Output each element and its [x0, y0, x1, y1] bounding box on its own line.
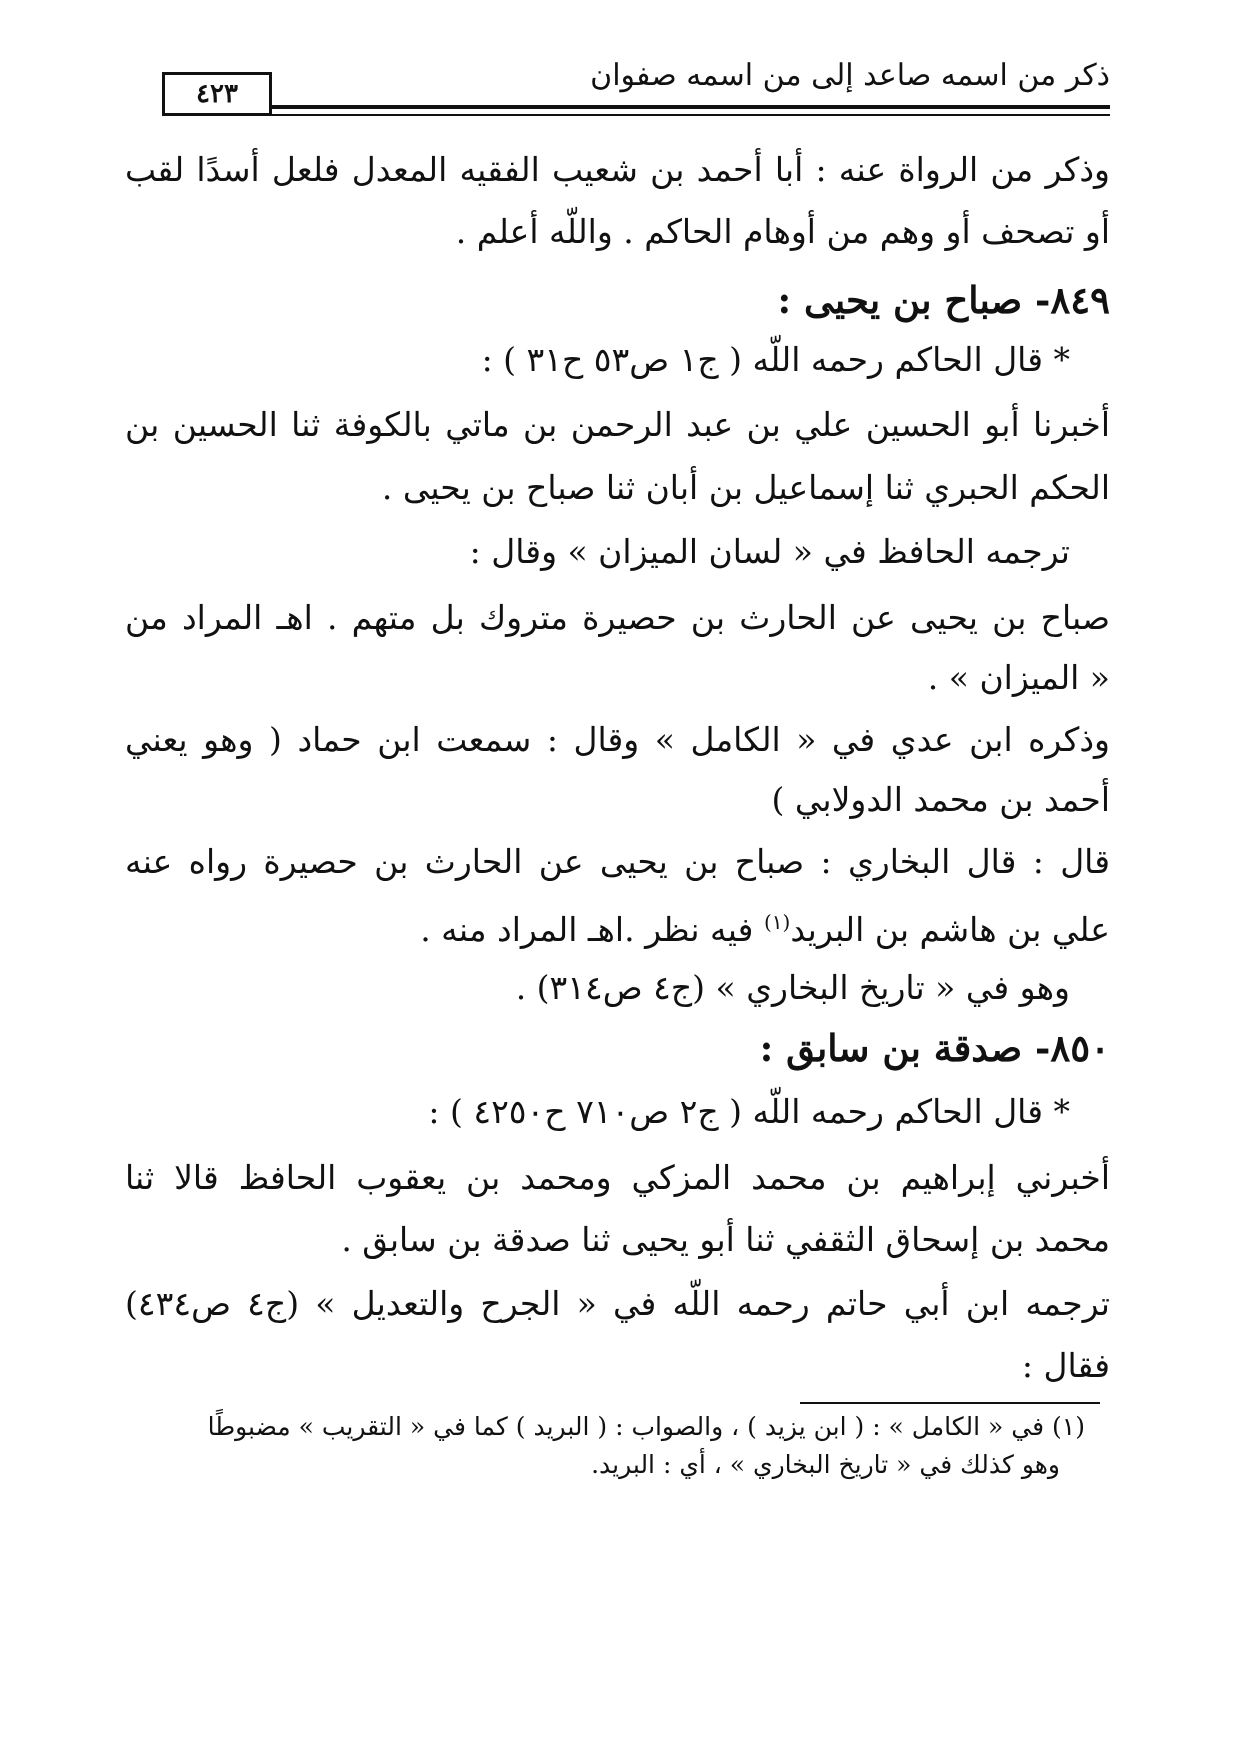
- text-line: ترجمه الحافظ في « لسان الميزان » وقال :: [469, 532, 1070, 571]
- text-segment: علي بن هاشم بن البريد: [790, 910, 1110, 949]
- citation-line: * قال الحاكم رحمه اللّه ( ج٢ ص٧١٠ ح٤٢٥٠ ) :: [428, 1092, 1070, 1131]
- page-number: ٤٢٣: [162, 72, 272, 116]
- text-line: محمد بن إسحاق الثقفي ثنا أبو يحيى ثنا صدقة بن سابق .: [341, 1220, 1110, 1259]
- header-rule-thin: [272, 114, 1110, 116]
- page-header: [150, 58, 1110, 138]
- text-line: وذكره ابن عدي في « الكامل » وقال : سمعت ابن حماد ( وهو يعني: [125, 720, 1110, 759]
- footnote-rule: [800, 1402, 1100, 1404]
- text-line: وذكر من الرواة عنه : أبا أحمد بن شعيب الفقيه المعدل فلعل أسدًا لقب: [125, 150, 1110, 189]
- entry-heading-850: ٨٥٠- صدقة بن سابق :: [759, 1026, 1110, 1070]
- text-line: فقال :: [1021, 1346, 1110, 1385]
- text-line: أو تصحف أو وهم من أوهام الحاكم . واللّه أعلم .: [455, 212, 1110, 251]
- text-line: قال : قال البخاري : صباح بن يحيى عن الحارث بن حصيرة رواه عنه: [125, 842, 1110, 881]
- text-segment: فيه نظر .اهـ المراد منه .: [420, 910, 754, 949]
- text-line: « الميزان » .: [927, 658, 1110, 697]
- entry-heading-849: ٨٤٩- صباح بن يحيى :: [777, 278, 1110, 322]
- footnote-1: (١) في « الكامل » : ( ابن يزيد ) ، والصواب : ( البريد ) كما في « التقريب » مضبوطًا: [207, 1412, 1085, 1441]
- text-line: وهو في « تاريخ البخاري » (ج٤ ص٣١٤) .: [515, 968, 1070, 1007]
- text-line: ترجمه ابن أبي حاتم رحمه اللّه في « الجرح والتعديل » (ج٤ ص٤٣٤): [125, 1284, 1110, 1323]
- text-line: أخبرني إبراهيم بن محمد المزكي ومحمد بن يعقوب الحافظ قالا ثنا: [125, 1158, 1110, 1197]
- footnote-1-cont: وهو كذلك في « تاريخ البخاري » ، أي : البريد.: [591, 1450, 1060, 1479]
- footnote-marker: (١): [763, 910, 791, 934]
- text-line: أخبرنا أبو الحسين علي بن عبد الرحمن بن ماتي بالكوفة ثنا الحسين بن: [125, 405, 1110, 444]
- header-rule: [272, 105, 1110, 109]
- text-line: [420, 902, 1110, 950]
- running-head: ذكر من اسمه صاعد إلى من اسمه صفوان: [590, 58, 1110, 93]
- citation-line: * قال الحاكم رحمه اللّه ( ج١ ص٥٣ ح٣١ ) :: [481, 340, 1070, 379]
- text-line: صباح بن يحيى عن الحارث بن حصيرة متروك بل متهم . اهـ المراد من: [125, 598, 1110, 637]
- text-line: الحكم الحبري ثنا إسماعيل بن أبان ثنا صباح بن يحيى .: [381, 468, 1110, 507]
- text-line: أحمد بن محمد الدولابي ): [771, 780, 1110, 819]
